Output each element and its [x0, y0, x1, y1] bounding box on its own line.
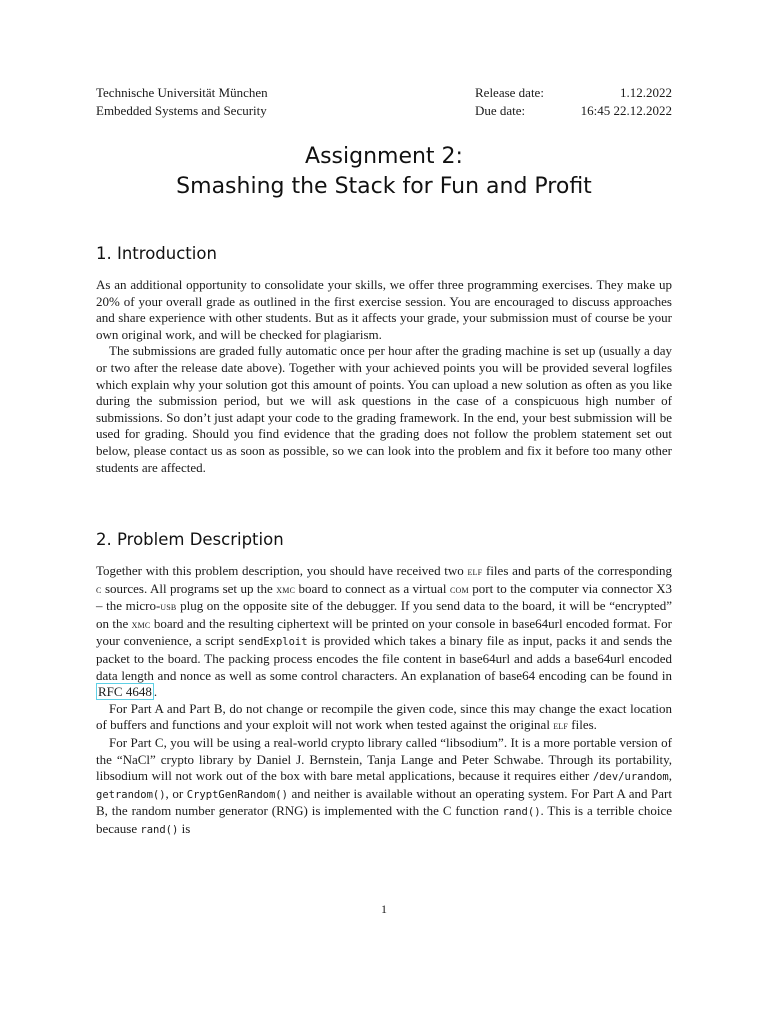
text-run: For Part C, you will be using a real-world crypto library called “libsodium”. It is a more portable version of the “NaCl” crypto library by Daniel J. Bernstein, Tanja Lange and Peter Schwabe. Through its portability, libsodium will not work out of the box with bare metal applications, because it requires either — [96, 734, 672, 784]
xmc-term: xmc — [131, 618, 151, 631]
introduction-heading: 1. Introduction — [96, 244, 217, 263]
problem-description-section — [96, 563, 672, 839]
header-left — [96, 84, 268, 120]
title-line-2: Smashing the Stack for Fun and Profit — [176, 174, 592, 199]
problem-paragraph-2 — [96, 701, 672, 735]
text-run: , or — [165, 785, 187, 801]
release-date-label: Release date: — [475, 85, 544, 100]
text-run: files and parts of the corresponding — [482, 563, 672, 578]
cryptgenrandom-code: CryptGenRandom() — [186, 788, 288, 801]
header-right — [475, 84, 672, 120]
text-run: plug on the opposite site of the debugger. If you send data to the board, it will be “encrypted” on the — [96, 598, 672, 631]
release-date-row — [475, 84, 672, 102]
elf-term: elf — [467, 566, 483, 578]
page-number: 1 — [381, 902, 387, 916]
text-run: board and the resulting ciphertext will be printed on your console in base64url encoded format. For your convenience, a script — [96, 615, 672, 649]
university-name: Technische Universität München — [96, 85, 268, 100]
xmc-term: xmc — [276, 583, 296, 596]
rand-code: rand() — [140, 823, 179, 836]
text-run: is provided which takes a binary file as input, packs it and sends the packet to the board. The packing process encodes the file content in base64url and adds a base64url encoded data length and nonce as well as some control characters. An explanation of base64 encoding can be found in — [96, 633, 672, 683]
introduction-section — [96, 277, 672, 476]
text-run: board to connect as a virtual — [295, 580, 450, 596]
due-date-value: 16:45 22.12.2022 — [580, 103, 672, 118]
text-run: port to the computer via connector X3 – the micro- — [96, 580, 672, 614]
text-run: sources. All programs set up the — [101, 580, 277, 596]
text-run: is — [178, 820, 191, 836]
rfc-4648-link[interactable]: RFC 4648 — [98, 684, 152, 700]
release-date-value: 1.12.2022 — [620, 85, 672, 100]
title-line-1: Assignment 2: — [305, 144, 463, 169]
elf-term: elf — [553, 720, 569, 733]
intro-paragraph-1: As an additional opportunity to consolidate your skills, we offer three programming exercises. They make up 20% of your overall grade as outlined in the first exercise session. You are encouraged to discuss approaches and share experience with other students. But as it affects your grade, your submission must of course be your own original work, and will be checked for plagiarism. — [96, 277, 672, 342]
chair-name: Embedded Systems and Security — [96, 103, 267, 118]
problem-paragraph-1 — [96, 563, 672, 701]
text-run: Together with this problem description, you should have received two — [96, 563, 468, 578]
due-date-label: Due date: — [475, 103, 526, 118]
text-run: , — [668, 768, 672, 784]
problem-paragraph-3 — [96, 735, 672, 839]
text-run: . This is a terrible choice because — [96, 803, 672, 836]
c-term: c — [96, 583, 102, 596]
com-term: com — [449, 583, 469, 596]
due-date-row — [475, 102, 672, 120]
text-run: and neither is available without an operating system. For Part A and Part B, the random number generator (RNG) is implemented with the C function — [96, 785, 672, 819]
getrandom-code: getrandom() — [96, 788, 166, 801]
document-title — [96, 142, 672, 202]
intro-paragraph-2: The submissions are graded fully automatic once per hour after the grading machine is set up (usually a day or two after the release date above). Together with your achieved points you will be provided several logfiles which explain why your solution got this amount of points. You can upload a new solution as often as you like during the submission period, but we will ask questions in the case of a conspicuous high number of submissions. So don’t just adapt your code to the grading framework. In the end, your best submission will be used for grading. Should you find evidence that the grading does not follow the problem statement set out below, please contact us as soon as possible, so we can look into the problem and fix it before too many other students are affected. — [96, 343, 672, 475]
text-run: files. — [568, 717, 597, 733]
rand-code: rand() — [502, 806, 541, 819]
problem-description-heading: 2. Problem Description — [96, 530, 284, 549]
text-run: For Part A and Part B, do not change or recompile the given code, since this may change the exact location of buffers and functions and your exploit will not work when tested against the original — [96, 700, 672, 733]
send-exploit-code: sendExploit — [238, 636, 308, 649]
dev-urandom-code: /dev/urandom — [592, 771, 669, 784]
text-run: . — [153, 684, 158, 700]
usb-term: usb — [160, 601, 177, 614]
